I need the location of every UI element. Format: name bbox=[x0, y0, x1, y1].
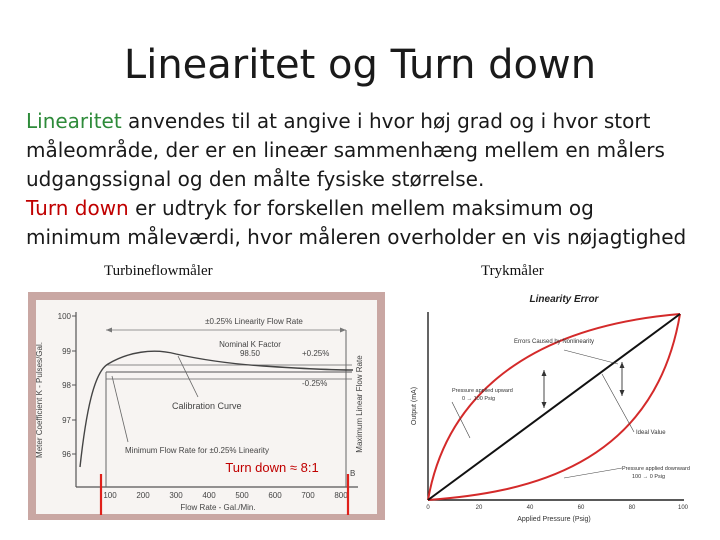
turbine-b-label: B bbox=[350, 469, 356, 478]
turbine-ytick-100: 100 bbox=[57, 312, 71, 321]
turbine-ytick-96: 96 bbox=[62, 450, 71, 459]
turbine-xtick-200: 200 bbox=[136, 491, 150, 500]
term-linearity: Linearitet bbox=[26, 109, 122, 133]
turndown-line-2: minimum måleværdi, hvor måleren overholder en vis nøjagtighed bbox=[26, 225, 687, 249]
turbine-xtick-100: 100 bbox=[103, 491, 117, 500]
turbine-ytick-98: 98 bbox=[62, 381, 71, 390]
pressure-xtick-100: 100 bbox=[677, 505, 689, 511]
pressure-nonlinearity-label: Errors Caused by Nonlinearity bbox=[514, 339, 595, 345]
turbine-plus-label: +0.25% bbox=[302, 349, 330, 358]
turbine-xtick-400: 400 bbox=[202, 491, 216, 500]
turndown-line-1: er udtryk for forskellen mellem maksimum og bbox=[128, 196, 594, 220]
turbine-band-label: ±0.25% Linearity Flow Rate bbox=[205, 317, 303, 326]
caption-turbine: Turbineflowmåler bbox=[104, 263, 213, 279]
pressure-chart-background bbox=[404, 288, 708, 528]
turbine-chart bbox=[28, 292, 385, 520]
pressure-upward-range: 0 → 100 Psig bbox=[462, 396, 496, 402]
turbine-calibration-label: Calibration Curve bbox=[172, 401, 242, 411]
pressure-ideal-label: Ideal Value bbox=[636, 430, 666, 436]
pressure-xtick-60: 60 bbox=[577, 505, 585, 511]
linearity-line-2: måleområde, der er en lineær sammenhæng mellem en målers bbox=[26, 138, 665, 162]
turbine-xtick-300: 300 bbox=[169, 491, 183, 500]
turbine-y-label: Meter Coefficient K - Pulses/Gal. bbox=[35, 342, 44, 458]
pressure-chart-title: Linearity Error bbox=[529, 294, 599, 305]
pressure-upward-label: Pressure applied upward bbox=[452, 388, 513, 394]
paragraph-turndown bbox=[26, 194, 706, 252]
pressure-xtick-0: 0 bbox=[426, 505, 430, 511]
turbine-min-flow-label: Minimum Flow Rate for ±0.25% Linearity bbox=[125, 446, 269, 455]
pressure-downward-range: 100 → 0 Psig bbox=[632, 474, 666, 480]
linearity-line-3: udgangssignal og den målte fysiske størrelse. bbox=[26, 167, 485, 191]
turbine-nominal-k-label: Nominal K Factor bbox=[219, 340, 281, 349]
pressure-xtick-40: 40 bbox=[526, 505, 534, 511]
turbine-ytick-99: 99 bbox=[62, 347, 71, 356]
slide-title: Linearitet og Turn down bbox=[123, 42, 597, 88]
body-text bbox=[26, 107, 706, 252]
pressure-y-label: Output (mA) bbox=[411, 386, 418, 426]
turbine-turndown-label: Turn down ≈ 8:1 bbox=[225, 460, 319, 475]
pressure-x-label: Applied Pressure (Psig) bbox=[517, 516, 591, 523]
turbine-xtick-700: 700 bbox=[301, 491, 315, 500]
paragraph-linearity bbox=[26, 107, 706, 194]
turbine-xtick-500: 500 bbox=[235, 491, 249, 500]
turbine-minus-label: -0.25% bbox=[302, 379, 328, 388]
turbine-ytick-97: 97 bbox=[62, 416, 71, 425]
pressure-xtick-20: 20 bbox=[475, 505, 483, 511]
turbine-xtick-800: 800 bbox=[334, 491, 348, 500]
pressure-downward-label: Pressure applied downward bbox=[622, 466, 690, 472]
pressure-chart bbox=[404, 288, 708, 528]
turbine-max-flow-label: Maximum Linear Flow Rate bbox=[355, 355, 364, 453]
turbine-nominal-k-value: 98.50 bbox=[239, 349, 261, 358]
pressure-xtick-80: 80 bbox=[628, 505, 636, 511]
linearity-line-1: anvendes til at angive i hvor høj grad og i hvor stort bbox=[121, 109, 651, 133]
term-turndown: Turn down bbox=[26, 196, 129, 220]
turbine-x-label: Flow Rate - Gal./Min. bbox=[180, 503, 256, 512]
turbine-xtick-600: 600 bbox=[268, 491, 282, 500]
caption-pressure: Trykmåler bbox=[481, 263, 544, 279]
